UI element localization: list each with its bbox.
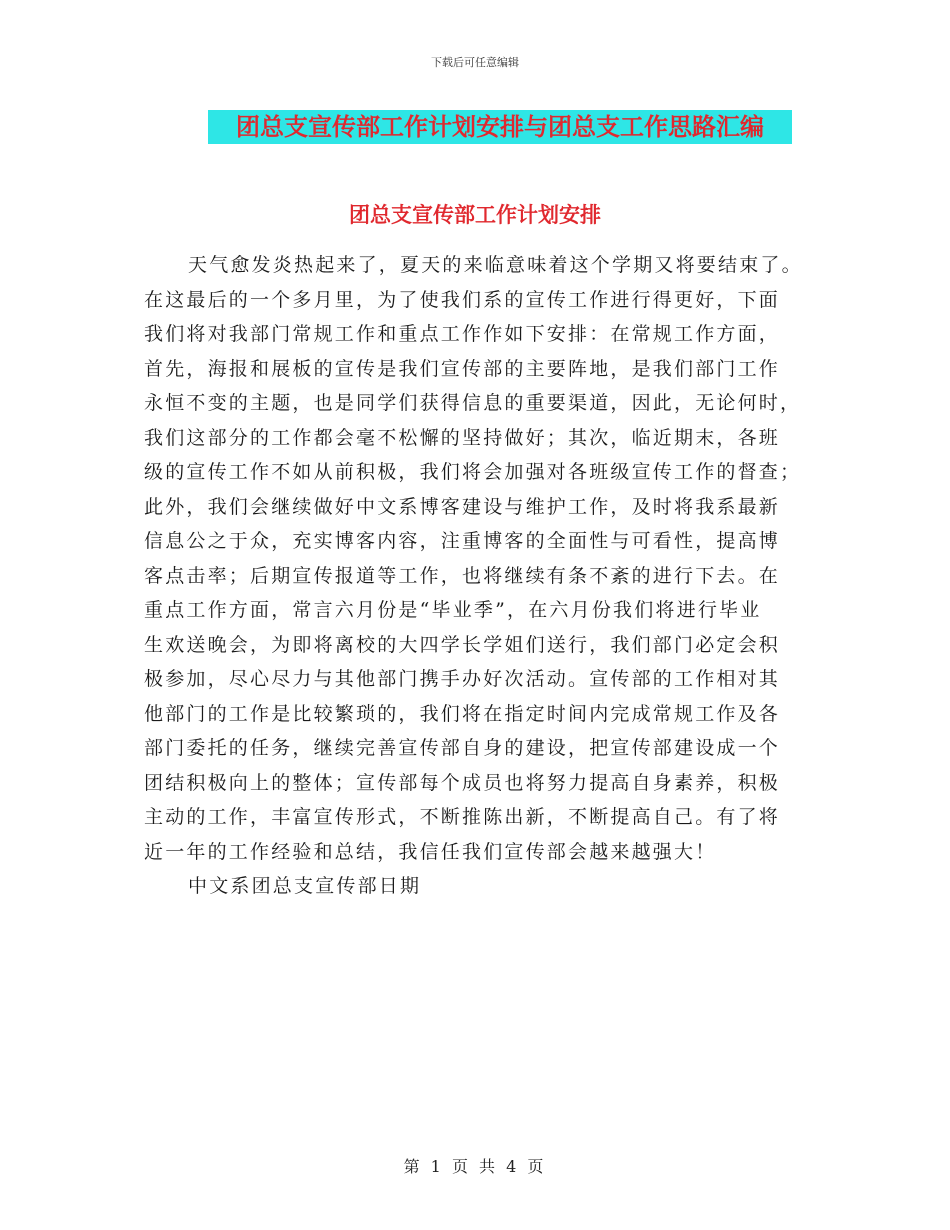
body-line: 天气愈发炎热起来了，夏天的来临意味着这个学期又将要结束了。: [188, 254, 803, 276]
body-line: 生欢送晚会，为即将离校的大四学长学姐们送行，我们部门必定会积: [144, 633, 781, 656]
body-line: 重点工作方面，常言六月份是“毕业季”，在六月份我们将进行毕业: [144, 599, 762, 621]
body-line: 部门委托的任务，继续完善宣传部自身的建设，把宣传部建设成一个: [144, 737, 781, 759]
body-line: 主动的工作，丰富宣传形式，不断推陈出新，不断提高自己。有了将: [144, 806, 781, 828]
body-text: [144, 248, 824, 904]
body-line: 在这最后的一个多月里，为了使我们系的宣传工作进行得更好，下面: [144, 288, 781, 311]
body-line: 团结积极向上的整体；宣传部每个成员也将努力提高自身素养，积极: [144, 771, 781, 794]
body-line: 我们将对我部门常规工作和重点工作作如下安排：在常规工作方面，: [144, 323, 781, 345]
section-title: 团总支宣传部工作计划安排: [349, 202, 601, 227]
body-line: 首先，海报和展板的宣传是我们宣传部的主要阵地，是我们部门工作: [144, 357, 781, 380]
body-line: 客点击率；后期宣传报道等工作，也将继续有条不紊的进行下去。在: [144, 564, 781, 587]
body-line: 级的宣传工作不如从前积极，我们将会加强对各班级宣传工作的督查；: [144, 461, 802, 483]
main-title: 团总支宣传部工作计划安排与团总支工作思路汇编: [236, 112, 764, 141]
main-title-highlight: [208, 110, 792, 144]
header-note: 下载后可任意编辑: [431, 56, 519, 69]
page-footer: 第 1 页 共 4 页: [403, 1157, 547, 1176]
body-line: 永恒不变的主题，也是同学们获得信息的重要渠道，因此，无论何时，: [144, 392, 802, 414]
body-line: 极参加，尽心尽力与其他部门携手办好次活动。宣传部的工作相对其: [144, 668, 781, 690]
body-line: 他部门的工作是比较繁琐的，我们将在指定时间内完成常规工作及各: [144, 702, 781, 725]
body-line: 我们这部分的工作都会毫不松懈的坚持做好；其次，临近期末，各班: [144, 426, 781, 449]
body-line: 此外，我们会继续做好中文系博客建设与维护工作，及时将我系最新: [144, 495, 781, 518]
body-line: 近一年的工作经验和总结，我信任我们宣传部会越来越强大！: [144, 840, 717, 863]
body-line: 信息公之于众，充实博客内容，注重博客的全面性与可看性，提高博: [144, 530, 781, 552]
signature-line: 中文系团总支宣传部日期: [188, 875, 422, 897]
